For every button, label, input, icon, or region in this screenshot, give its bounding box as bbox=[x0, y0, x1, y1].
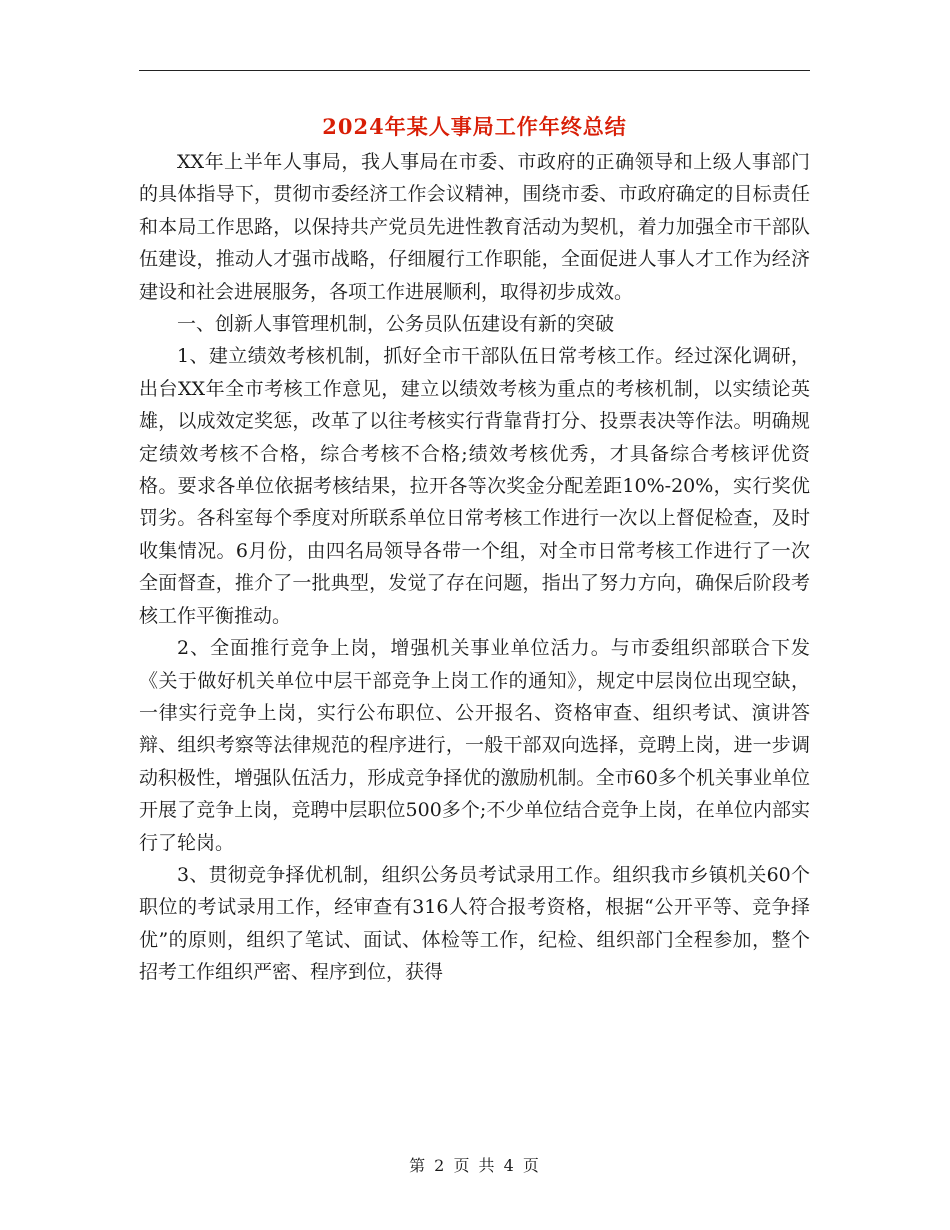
paragraph-intro: XX年上半年人事局，我人事局在市委、市政府的正确领导和上级人事部门的具体指导下，贯彻市委经济工作会议精神，围绕市委、市政府确定的目标责任和本局工作思路，以保持共产党员先进性教育活动为契机，着力加强全市干部队伍建设，推动人才强市战略，仔细履行工作职能，全面促进人事人才工作为经济建设和社会进展服务，各项工作进展顺利，取得初步成效。 bbox=[139, 151, 810, 303]
header-rule bbox=[139, 70, 810, 71]
page-number-footer: 第 2 页 共 4 页 bbox=[409, 1156, 541, 1175]
document-title: 2024年某人事局工作年终总结 bbox=[322, 114, 627, 139]
section-heading-1: 一、创新人事管理机制，公务员队伍建设有新的突破 bbox=[177, 313, 615, 336]
paragraph-item-1: 1、建立绩效考核机制，抓好全市干部队伍日常考核工作。经过深化调研，出台XX年全市考核工作意见，建立以绩效考核为重点的考核机制，以实绩论英雄，以成效定奖惩，改革了以往考核实行背靠背打分、投票表决等作法。明确规定绩效考核不合格，综合考核不合格;绩效考核优秀，才具备综合考核评优资格。要求各单位依据考核结果，拉开各等次奖金分配差距10%-20%，实行奖优罚劣。各科室每个季度对所联系单位日常考核工作进行一次以上督促检查，及时收集情况。6月份，由四名局领导各带一个组，对全市日常考核工作进行了一次全面督查，推介了一批典型，发觉了存在问题，指出了努力方向，确保后阶段考核工作平衡推动。 bbox=[139, 345, 810, 627]
paragraph-item-2: 2、全面推行竞争上岗，增强机关事业单位活力。与市委组织部联合下发《关于做好机关单位中层干部竞争上岗工作的通知》，规定中层岗位出现空缺，一律实行竞争上岗，实行公布职位、公开报名、资格审查、组织考试、演讲答辩、组织考察等法律规范的程序进行，一般干部双向选择，竞聘上岗，进一步调动积极性，增强队伍活力，形成竞争择优的激励机制。全市60多个机关事业单位开展了竞争上岗，竞聘中层职位500多个;不少单位结合竞争上岗，在单位内部实行了轮岗。 bbox=[139, 637, 810, 854]
paragraph-item-3: 3、贯彻竞争择优机制，组织公务员考试录用工作。组织我市乡镇机关60个职位的考试录用工作，经审查有316人符合报考资格，根据“公开平等、竞争择优”的原则，组织了笔试、面试、体检等工作，纪检、组织部门全程参加，整个招考工作组织严密、程序到位，获得 bbox=[139, 863, 810, 984]
document-body bbox=[139, 146, 810, 989]
